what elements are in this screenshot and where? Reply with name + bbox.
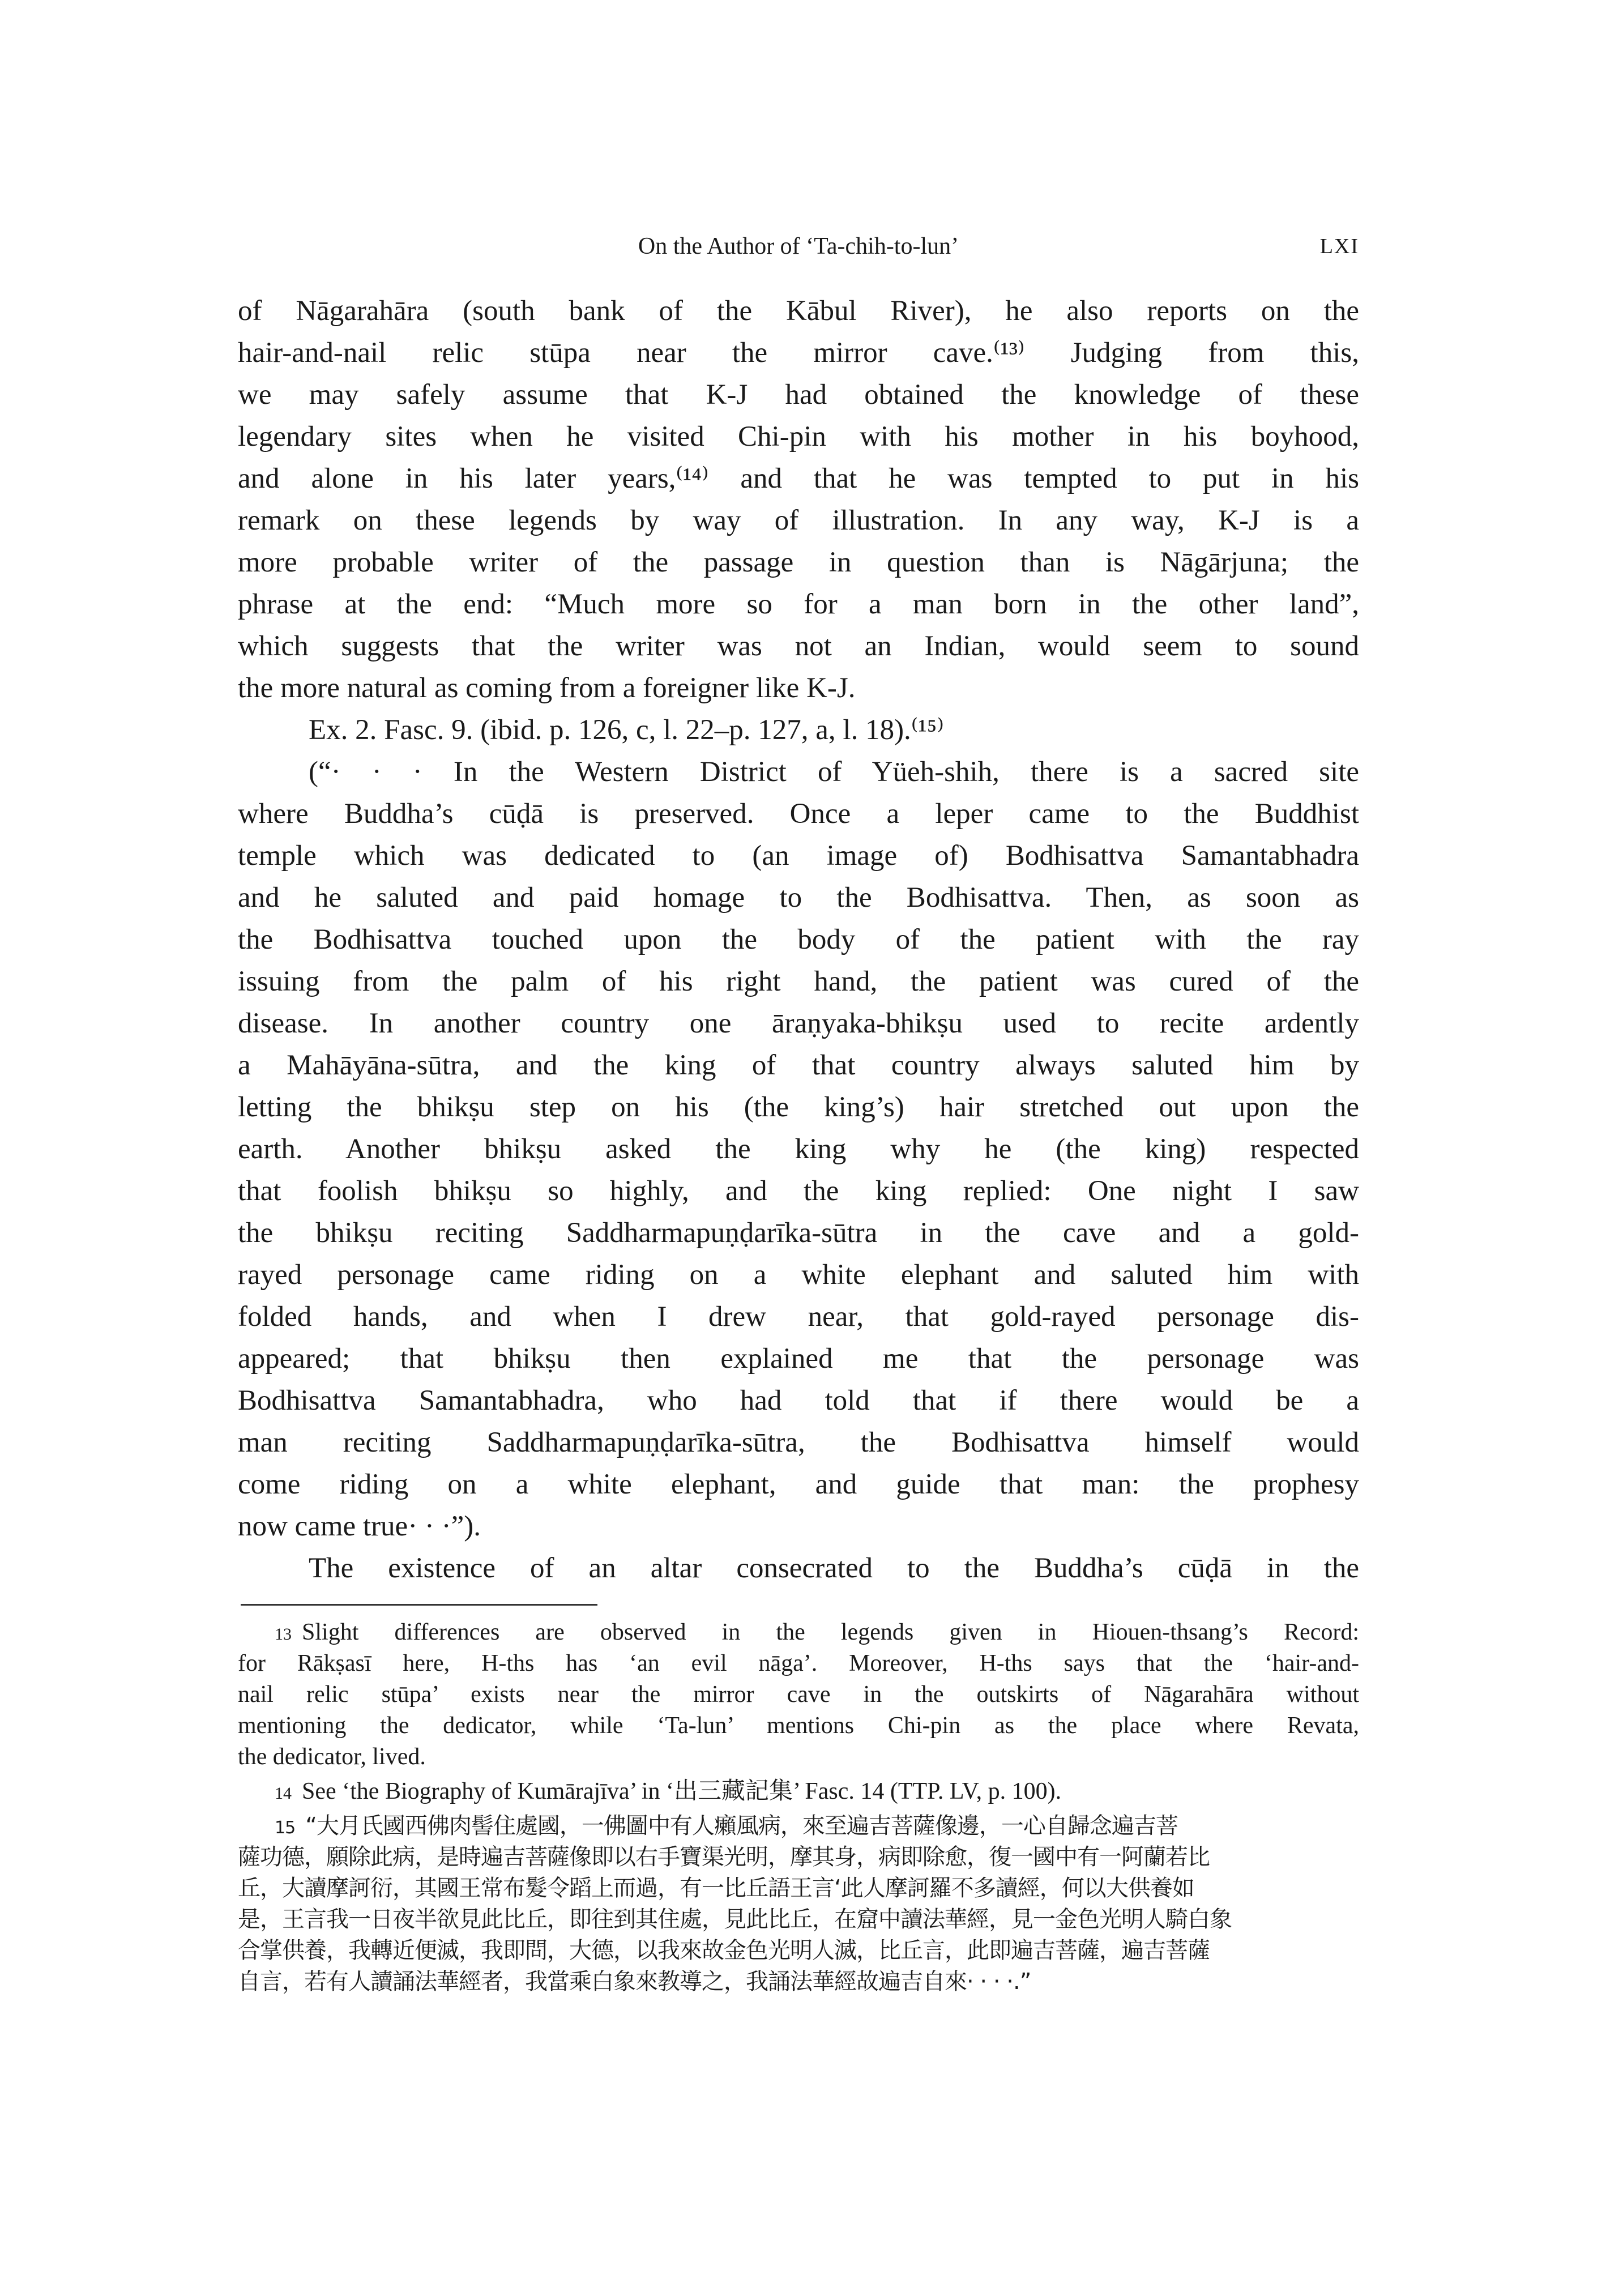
footnote-number: 13 [275, 1625, 292, 1644]
text-line: folded hands, and when I drew near, that gold-rayed personage dis- [238, 1301, 1359, 1333]
text-line: Bodhisattva Samantabhadra, who had told that if there would be a [238, 1385, 1359, 1416]
text-line: come riding on a white elephant, and guide that man: the prophesy [238, 1469, 1359, 1500]
running-header [238, 229, 1359, 263]
footnote-15-line: 合掌供養，我轉近便滅，我即問，大德，以我來故金色光明人滅，比丘言，此即遍吉菩薩，遍吉菩薩 [238, 1937, 1210, 1964]
footnote-13-line: for Rākṣasī here, H-ths has ‘an evil nāga’. Moreover, H-ths says that the ‘hair-and- [238, 1650, 1359, 1676]
text-line: hair-and-nail relic stūpa near the mirror cave.⁽¹³⁾ Judging from this, [238, 337, 1359, 369]
footnote-15-line: 丘，大讀摩訶衍，其國王常布髮令蹈上而過，有一比丘語王言‘此人摩訶羅不多讀經，何以大供養如 [238, 1875, 1194, 1901]
main-text [238, 290, 1359, 1589]
text-line: the bhikṣu reciting Saddharmapuṇḍarīka-sūtra in the cave and a gold- [238, 1217, 1359, 1249]
running-title: On the Author of ‘Ta-chih-to-lun’ [638, 233, 959, 259]
text-line: where Buddha’s cūḍā is preserved. Once a leper came to the Buddhist [238, 798, 1359, 830]
text-line: that foolish bhikṣu so highly, and the king replied: One night I saw [238, 1175, 1359, 1207]
text-line: a Mahāyāna-sūtra, and the king of that country always saluted him by [238, 1049, 1359, 1081]
text-line: phrase at the end: “Much more so for a man born in the other land”, [238, 588, 1359, 620]
footnote-13-line: mentioning the dedicator, while ‘Ta-lun’ mentions Chi-pin as the place where Revata, [238, 1713, 1359, 1739]
text-line: man reciting Saddharmapuṇḍarīka-sūtra, the Bodhisattva himself would [238, 1427, 1359, 1458]
footnotes [238, 1617, 1359, 1998]
text-line: of Nāgarahāra (south bank of the Kābul River), he also reports on the [238, 295, 1359, 327]
text-line: the Bodhisattva touched upon the body of the patient with the ray [238, 924, 1359, 955]
text-line: and alone in his later years,⁽¹⁴⁾ and that he was tempted to put in his [238, 463, 1359, 494]
footnote-number: 14 [275, 1784, 292, 1803]
text-line: legendary sites when he visited Chi-pin with his mother in his boyhood, [238, 421, 1359, 453]
text-line: disease. In another country one āraṇyaka-bhikṣu used to recite ardently [238, 1008, 1359, 1039]
text-line: (“· · · In the Western District of Yüeh-shih, there is a sacred site [309, 756, 1359, 788]
text-line: issuing from the palm of his right hand, the patient was cured of the [238, 966, 1359, 997]
footnote-15-line: 薩功德，願除此病，是時遍吉菩薩像即以右手寶渠光明，摩其身，病即除愈，復一國中有一阿蘭若比 [238, 1844, 1210, 1870]
text-line: appeared; that bhikṣu then explained me that the personage was [238, 1343, 1359, 1375]
footnote-15-line: 自言，若有人讀誦法華經者，我當乘白象來教導之，我誦法華經故遍吉自來· · · ·.” [238, 1969, 1031, 1995]
footnote-13-line: nail relic stūpa’ exists near the mirror cave in the outskirts of Nāgarahāra without [238, 1682, 1359, 1708]
page-number: LXI [1319, 234, 1359, 258]
text-line: rayed personage came riding on a white elephant and saluted him with [238, 1259, 1359, 1291]
text-line: the more natural as coming from a foreigner like K-J. [238, 672, 856, 704]
footnote-15-line: 15 “大月氏國西佛肉髻住處國，一佛圖中有人癩風病，來至遍吉菩薩像邊，一心自歸念遍吉菩 [275, 1813, 1178, 1839]
text-line: temple which was dedicated to (an image of) Bodhisattva Samantabhadra [238, 840, 1359, 872]
text-line: letting the bhikṣu step on his (the king’s) hair stretched out upon the [238, 1091, 1359, 1123]
text-line: remark on these legends by way of illustration. In any way, K-J is a [238, 505, 1359, 536]
text-line: and he saluted and paid homage to the Bodhisattva. Then, as soon as [238, 882, 1359, 914]
text-line: which suggests that the writer was not an Indian, would seem to sound [238, 630, 1359, 662]
text-line: earth. Another bhikṣu asked the king why he (the king) respected [238, 1133, 1359, 1165]
text-line: more probable writer of the passage in question than is Nāgārjuna; the [238, 547, 1359, 578]
footnote-14: 14 See ‘the Biography of Kumārajīva’ in ‘出三藏記集’ Fasc. 14 (TTP. LV, p. 100). [275, 1778, 1062, 1804]
footnote-13-line: 13 Slight differences are observed in the legends given in Hiouen-thsang’s Record: [275, 1619, 1359, 1645]
footnote-number: 15 [275, 1818, 296, 1838]
text-line: now came true· · ·”). [238, 1510, 481, 1542]
example-heading: Ex. 2. Fasc. 9. (ibid. p. 126, c, l. 22–p. 127, a, l. 18).⁽¹⁵⁾ [309, 714, 944, 746]
footnote-rule [241, 1604, 597, 1606]
text-line: we may safely assume that K-J had obtained the knowledge of these [238, 379, 1359, 411]
footnote-13-line: the dedicator, lived. [238, 1744, 426, 1770]
footnote-15-line: 是，王言我一日夜半欲見此比丘，即往到其住處，見此比丘，在窟中讀法華經，見一金色光明人騎白象 [238, 1906, 1232, 1932]
text-line: The existence of an altar consecrated to the Buddha’s cūḍā in the [309, 1552, 1359, 1584]
